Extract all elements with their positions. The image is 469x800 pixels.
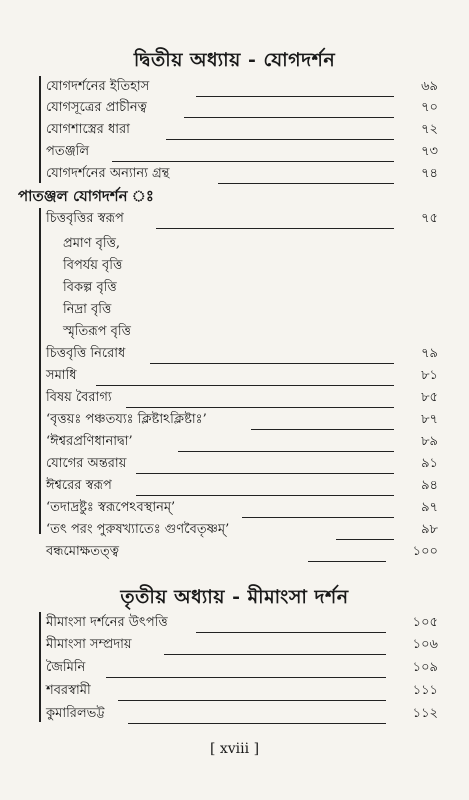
entry-label: যোগদর্শনের ইতিহাস xyxy=(46,79,150,94)
entry-page: ৯৮ xyxy=(421,522,438,537)
toc-entry xyxy=(46,433,438,455)
entry-page: ৭৩ xyxy=(421,144,438,159)
leader-line xyxy=(118,700,386,701)
leader-line xyxy=(218,183,394,184)
leader-line xyxy=(164,654,386,655)
entry-page: ৯৪ xyxy=(421,478,438,493)
entry-page: ৮৭ xyxy=(421,412,438,427)
entry-page: ৭৪ xyxy=(421,166,438,181)
sub-item: নিদ্রা বৃত্তি xyxy=(63,302,112,317)
entry-label: যোগশাস্ত্রের ধারা xyxy=(46,122,130,137)
toc-entry xyxy=(46,499,438,521)
entry-page: ৮৯ xyxy=(421,434,438,449)
entry-label: ঈশ্বরের স্বরূপ xyxy=(46,478,112,493)
subheading: পাতঞ্জল যোগদর্শন ঃ xyxy=(18,187,154,205)
entry-page: ১০৯ xyxy=(412,660,438,675)
entry-label: শবরস্বামী xyxy=(46,683,91,698)
left-rule xyxy=(39,208,41,534)
toc-entry xyxy=(46,210,438,232)
entry-label: ‘তৎ পরং পুরুষখ্যাতেঃ গুণবৈতৃষ্ণম্’ xyxy=(46,522,230,537)
left-rule xyxy=(39,76,41,183)
leader-line xyxy=(96,385,394,386)
entry-page: ১০৫ xyxy=(412,615,438,630)
leader-line xyxy=(136,495,394,496)
entry-label: ‘বৃত্তয়ঃ পঞ্চতয্যঃ ক্লিষ্টাঽক্লিষ্টাঃ’ xyxy=(46,412,207,427)
entry-page: ৭২ xyxy=(421,122,438,137)
toc-entry xyxy=(46,78,438,100)
entry-page: ৯১ xyxy=(421,456,438,471)
entry-label: মীমাংসা সম্প্রদায় xyxy=(46,637,132,652)
section-title-2: দ্বিতীয় অধ্যায় - যোগদর্শন xyxy=(133,49,336,71)
entry-label: সমাধি xyxy=(46,368,77,383)
sub-item: প্রমাণ বৃত্তি, xyxy=(63,236,121,251)
left-rule xyxy=(39,612,41,722)
leader-line xyxy=(112,161,394,162)
entry-label: বন্ধমোক্ষতত্ত্ব xyxy=(46,544,120,559)
toc-entry xyxy=(46,455,438,477)
toc-entry xyxy=(46,659,438,681)
entry-page: ৭৫ xyxy=(421,211,438,226)
toc-entry xyxy=(46,143,438,165)
entry-label: ‘ঈশ্বরপ্রণিধানাদ্বা’ xyxy=(46,434,133,449)
toc-entry xyxy=(46,614,438,636)
entry-page: ৯৭ xyxy=(421,500,438,515)
entry-page: ১১২ xyxy=(412,706,438,721)
toc-entry xyxy=(46,477,438,499)
entry-label: পতঞ্জলি xyxy=(46,144,90,159)
toc-entry xyxy=(46,165,438,187)
sub-item: বিকল্প বৃত্তি xyxy=(63,280,117,295)
entry-label: বিষয় বৈরাগ্য xyxy=(46,390,112,405)
leader-line xyxy=(251,429,394,430)
entry-page: ৭০ xyxy=(421,100,438,115)
leader-line xyxy=(126,407,394,408)
leader-line xyxy=(196,96,394,97)
toc-entry xyxy=(46,389,438,411)
leader-line xyxy=(150,363,394,364)
leader-line xyxy=(178,451,394,452)
toc-entry xyxy=(46,521,438,543)
toc-entry xyxy=(46,345,438,367)
leader-line xyxy=(242,517,394,518)
toc-entry xyxy=(46,121,438,143)
entry-label: মীমাংসা দর্শনের উৎপত্তি xyxy=(46,615,168,630)
entry-page: ৮১ xyxy=(421,368,438,383)
toc-entry xyxy=(46,636,438,658)
section-title-3: তৃতীয় অধ্যায় - মীমাংসা দর্শন xyxy=(120,586,349,608)
toc-entry xyxy=(46,543,438,565)
entry-label: যোগের অন্তরায় xyxy=(46,456,127,471)
entry-page: ৮৫ xyxy=(421,390,438,405)
entry-label: ‘তদাদ্রষ্টুঃ স্বরূপেঽবস্থানম্’ xyxy=(46,500,176,515)
entry-page: ১০৬ xyxy=(412,637,438,652)
sub-item: স্মৃতিরূপ বৃত্তি xyxy=(63,324,131,339)
toc-entry xyxy=(46,682,438,704)
sub-item: বিপর্যয় বৃত্তি xyxy=(63,258,123,273)
leader-line xyxy=(166,139,394,140)
entry-label: যোগদর্শনের অন্যান্য গ্রন্থ xyxy=(46,166,170,181)
entry-label: চিত্তবৃত্তির স্বরূপ xyxy=(46,211,124,226)
leader-line xyxy=(184,117,394,118)
leader-line xyxy=(336,539,394,540)
toc-entry xyxy=(46,411,438,433)
leader-line xyxy=(136,473,394,474)
entry-label: কুমারিলভট্ট xyxy=(46,706,105,721)
entry-page: ১০০ xyxy=(412,544,438,559)
leader-line xyxy=(106,677,386,678)
entry-page: ১১১ xyxy=(412,683,438,698)
leader-line xyxy=(156,228,394,229)
toc-entry xyxy=(46,705,438,727)
leader-line xyxy=(308,561,386,562)
entry-label: চিত্তবৃত্তি নিরোধ xyxy=(46,346,126,361)
entry-label: যোগসূত্রের প্রাচীনত্ব xyxy=(46,100,147,115)
leader-line xyxy=(128,723,386,724)
entry-label: জৈমিনি xyxy=(46,660,86,675)
page-number-footer: [ xviii ] xyxy=(209,741,260,757)
toc-entry xyxy=(46,367,438,389)
toc-entry xyxy=(46,99,438,121)
leader-line xyxy=(196,632,386,633)
entry-page: ৬৯ xyxy=(421,79,438,94)
entry-page: ৭৯ xyxy=(421,346,438,361)
